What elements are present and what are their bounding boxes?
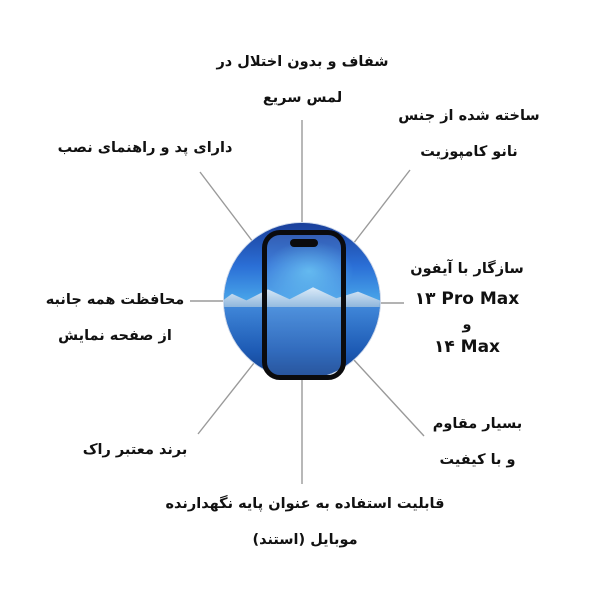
feature-left-line1: محافظت همه جانبه — [45, 292, 185, 308]
dynamic-island — [290, 239, 318, 247]
feature-top-line1: شفاف و بدون اختلال در — [216, 54, 389, 70]
feature-top — [200, 44, 405, 116]
phone-outline — [262, 230, 346, 380]
feature-bottom-right-line1: بسیار مقاوم — [432, 416, 523, 432]
feature-right — [402, 254, 532, 358]
feature-top-right — [384, 98, 554, 170]
feature-bottom-left-line1: برند معتبر راک — [82, 442, 188, 458]
feature-bottom-line1: قابلیت استفاده به عنوان پایه نگهدارنده — [165, 496, 445, 512]
feature-right-line3: و — [462, 317, 472, 333]
feature-left — [40, 282, 190, 354]
feature-bottom-line2: موبایل (استند) — [252, 532, 358, 548]
feature-right-line1: سازگار با آیفون — [410, 261, 524, 277]
feature-top-right-line1: ساخته شده از جنس — [398, 108, 540, 124]
feature-right-line4: ۱۴ Max — [433, 337, 501, 357]
feature-top-right-line2: نانو کامپوزیت — [420, 144, 518, 160]
feature-left-line2: از صفحه نمایش — [58, 328, 172, 344]
feature-bottom-right-line2: و با کیفیت — [439, 452, 516, 468]
feature-top-line2: لمس سریع — [262, 90, 343, 106]
feature-right-line2: ۱۳ Pro Max — [414, 289, 520, 309]
feature-bottom — [155, 486, 455, 558]
feature-top-left — [50, 130, 240, 166]
feature-bottom-right — [430, 406, 525, 478]
feature-bottom-left — [70, 432, 200, 468]
feature-top-left-line1: دارای پد و راهنمای نصب — [57, 140, 233, 156]
